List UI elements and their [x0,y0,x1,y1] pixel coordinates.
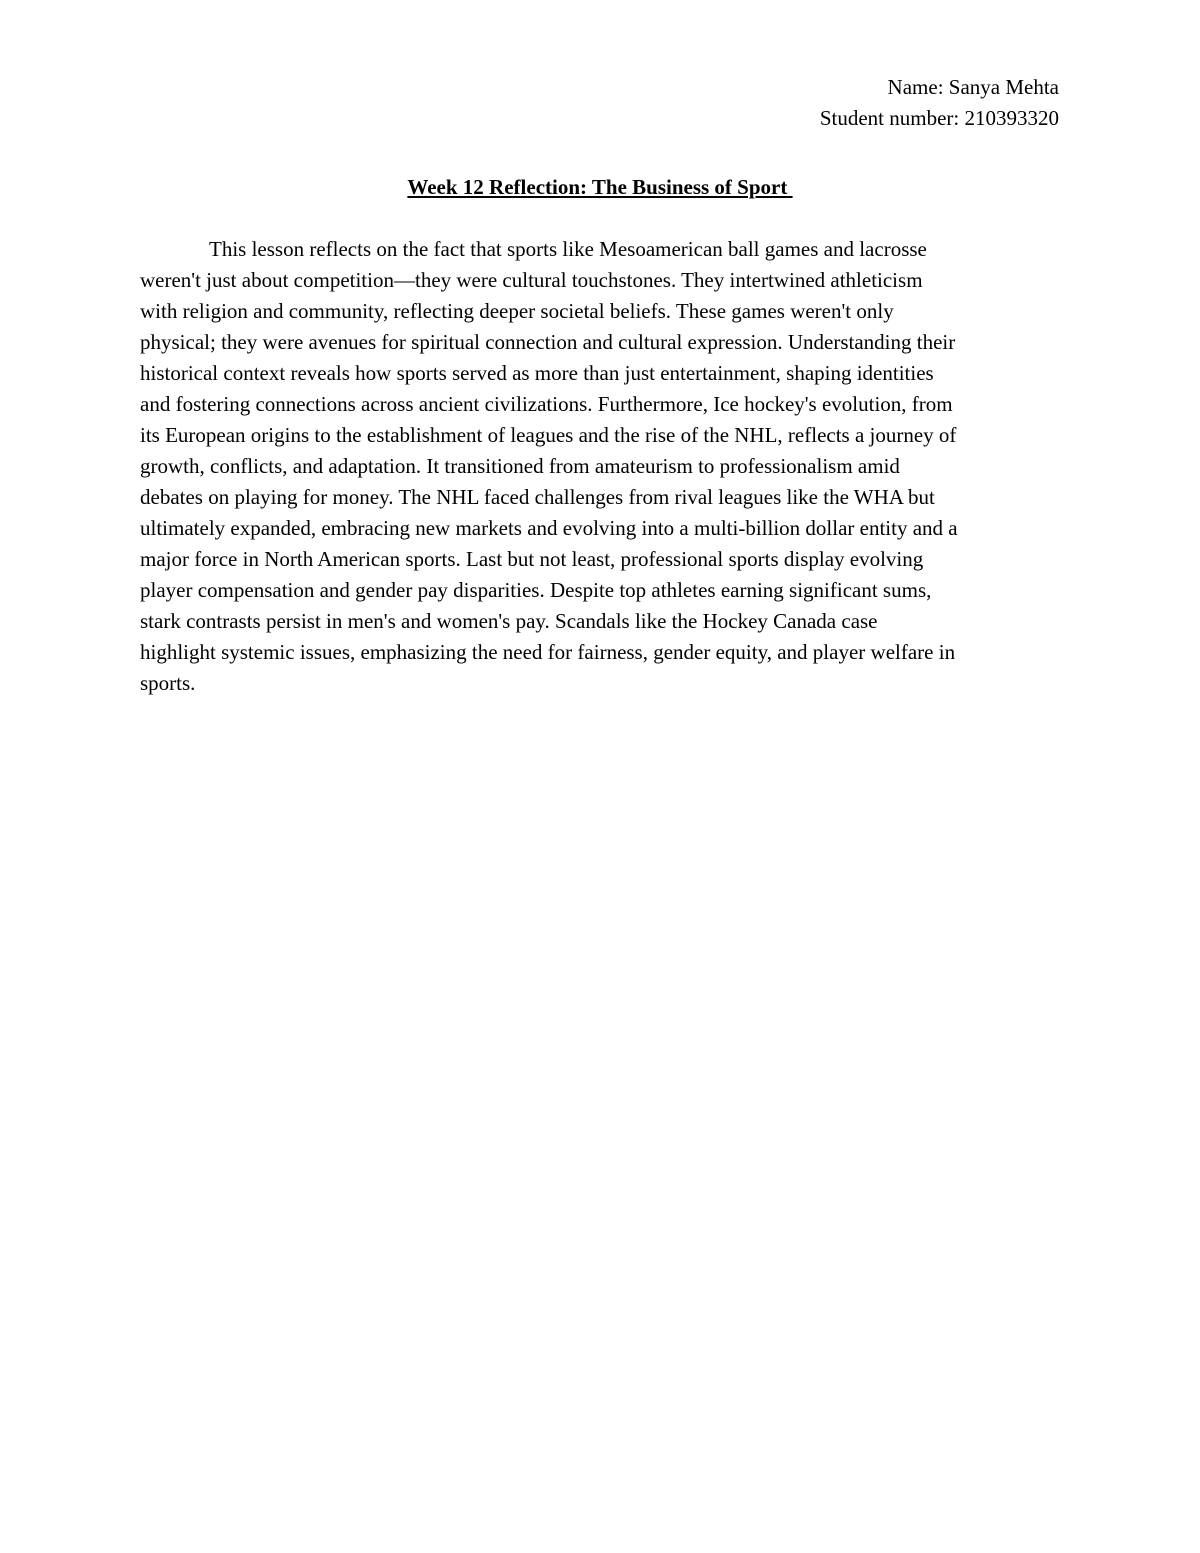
document-title: Week 12 Reflection: The Business of Sport [407,175,793,199]
paragraph-line: player compensation and gender pay disparities. Despite top athletes earning significant sums, [140,578,932,602]
student-name: Name: Sanya Mehta [887,75,1059,99]
student-info-header [820,72,1059,134]
paragraph-line: debates on playing for money. The NHL faced challenges from rival leagues like the WHA but [140,485,935,509]
paragraph-line: highlight systemic issues, emphasizing the need for fairness, gender equity, and player welfare in [140,640,956,664]
paragraph-line: physical; they were avenues for spiritual connection and cultural expression. Understanding their [140,330,956,354]
paragraph-line: historical context reveals how sports served as more than just entertainment, shaping identities [140,361,934,385]
paragraph-line: with religion and community, reflecting deeper societal beliefs. These games weren't only [140,299,894,323]
paragraph-line: stark contrasts persist in men's and women's pay. Scandals like the Hockey Canada case [140,609,878,633]
paragraph-line: weren't just about competition—they were cultural touchstones. They intertwined athleticism [140,268,923,292]
paragraph-line: and fostering connections across ancient civilizations. Furthermore, Ice hockey's evolution, from [140,392,953,416]
paragraph-line: major force in North American sports. Last but not least, professional sports display evolving [140,547,924,571]
student-number: Student number: 210393320 [819,106,1059,130]
paragraph-line: ultimately expanded, embracing new markets and evolving into a multi-billion dollar entity and a [140,516,958,540]
reflection-paragraph [140,234,1060,699]
paragraph-line: its European origins to the establishment of leagues and the rise of the NHL, reflects a journey of [140,423,957,447]
paragraph-line: growth, conflicts, and adaptation. It transitioned from amateurism to professionalism amid [140,454,900,478]
paragraph-line: sports. [140,671,196,695]
paragraph-line: This lesson reflects on the fact that sports like Mesoamerican ball games and lacrosse [209,237,927,261]
